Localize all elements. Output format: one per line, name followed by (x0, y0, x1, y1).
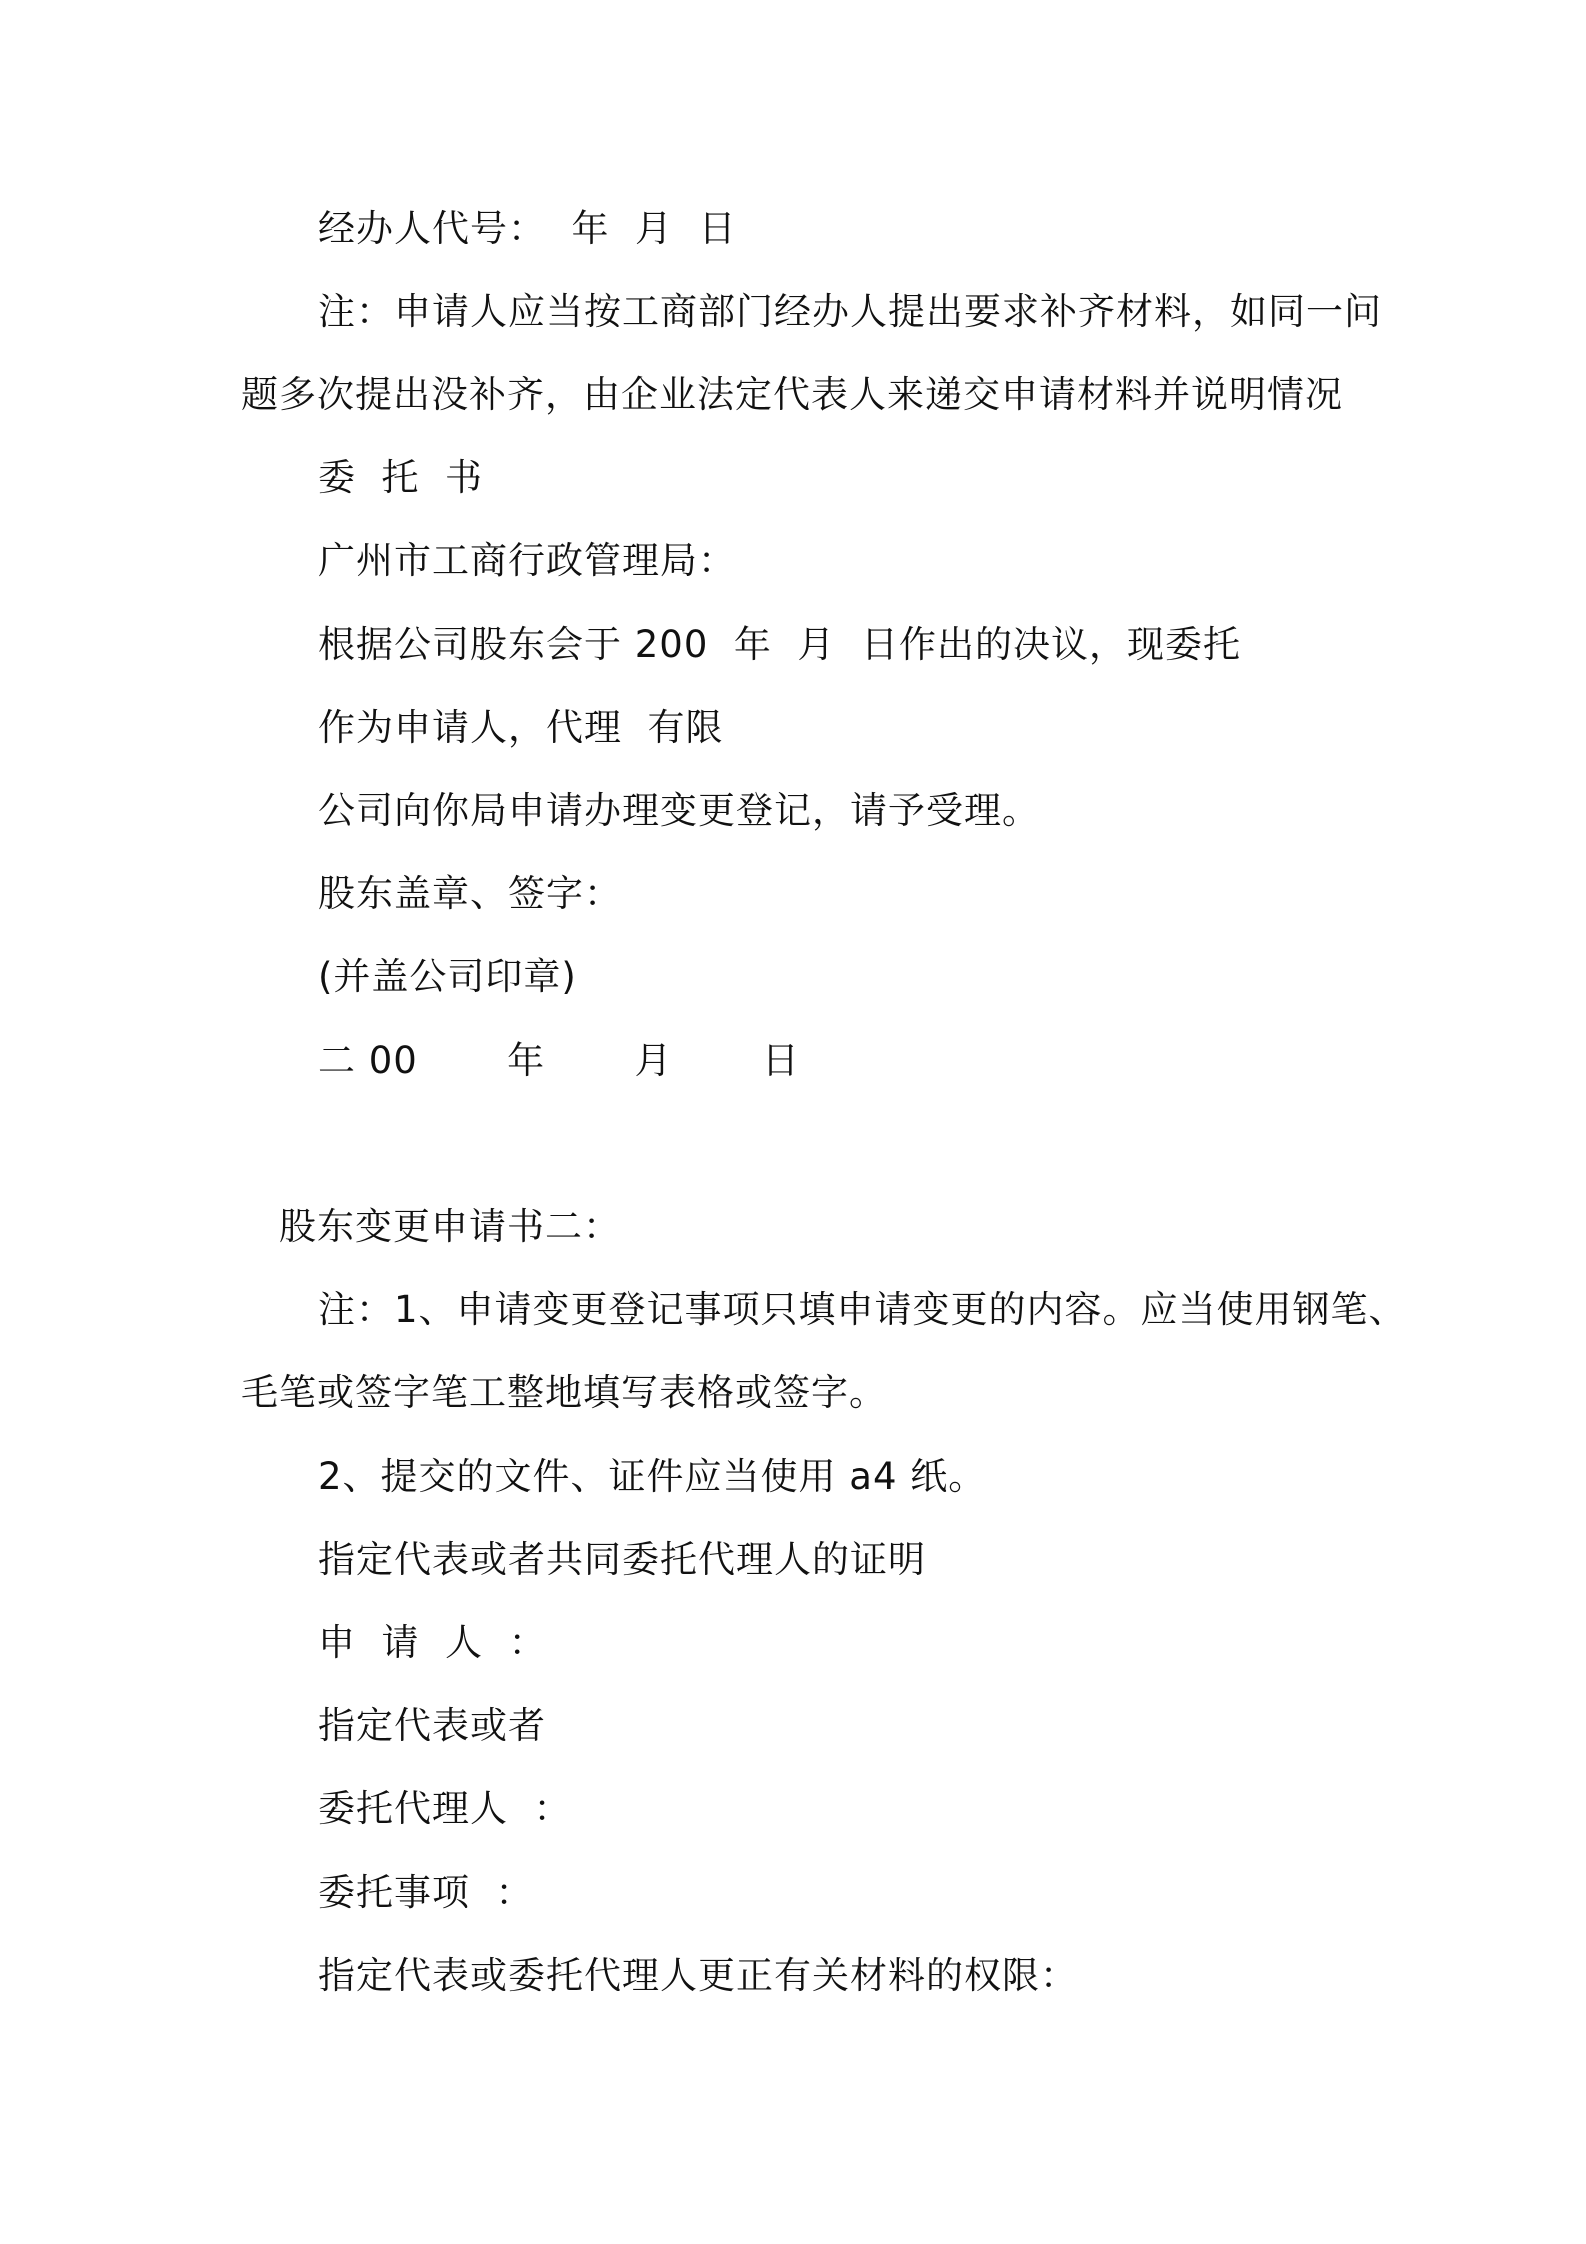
designated-representative-label: 指定代表或者 (318, 1704, 546, 1747)
applicant-agent-line: 作为申请人，代理 有限 (318, 706, 724, 749)
shareholder-seal-signature-line: 股东盖章、签字： (318, 872, 622, 915)
entrusted-agent-label: 委托代理人 ： (318, 1787, 572, 1830)
note-item-1-line-1: 注：1、申请变更登记事项只填申请变更的内容。应当使用钢笔、 (318, 1288, 1407, 1331)
entrusted-matters-label: 委托事项 ： (318, 1871, 534, 1914)
note-item-2-line: 2、提交的文件、证件应当使用 a4 纸。 (318, 1455, 987, 1498)
designated-representative-proof-title: 指定代表或者共同委托代理人的证明 (318, 1538, 926, 1581)
company-seal-line: (并盖公司印章) (318, 955, 577, 998)
note-paragraph-line-2: 题多次提出没补齐，由企业法定代表人来递交申请材料并说明情况 (241, 373, 1343, 416)
addressee-line: 广州市工商行政管理局： (318, 539, 736, 582)
handler-code-date-line: 经办人代号： 年 月 日 (318, 207, 737, 250)
shareholder-change-application-title: 股东变更申请书二： (279, 1205, 621, 1248)
applicant-field-label: 申 请 人 ： (318, 1621, 547, 1664)
correction-authority-label: 指定代表或委托代理人更正有关材料的权限： (318, 1954, 1078, 1997)
resolution-line: 根据公司股东会于 200 年 月 日作出的决议，现委托 (318, 623, 1241, 666)
entrustment-letter-title: 委 托 书 (318, 456, 484, 499)
note-item-1-line-2: 毛笔或签字笔工整地填写表格或签字。 (241, 1371, 887, 1414)
note-paragraph-line-1: 注：申请人应当按工商部门经办人提出要求补齐材料，如同一问 (318, 290, 1382, 333)
date-line: 二 00 年 月 日 (318, 1039, 800, 1082)
request-registration-line: 公司向你局申请办理变更登记，请予受理。 (318, 789, 1040, 832)
